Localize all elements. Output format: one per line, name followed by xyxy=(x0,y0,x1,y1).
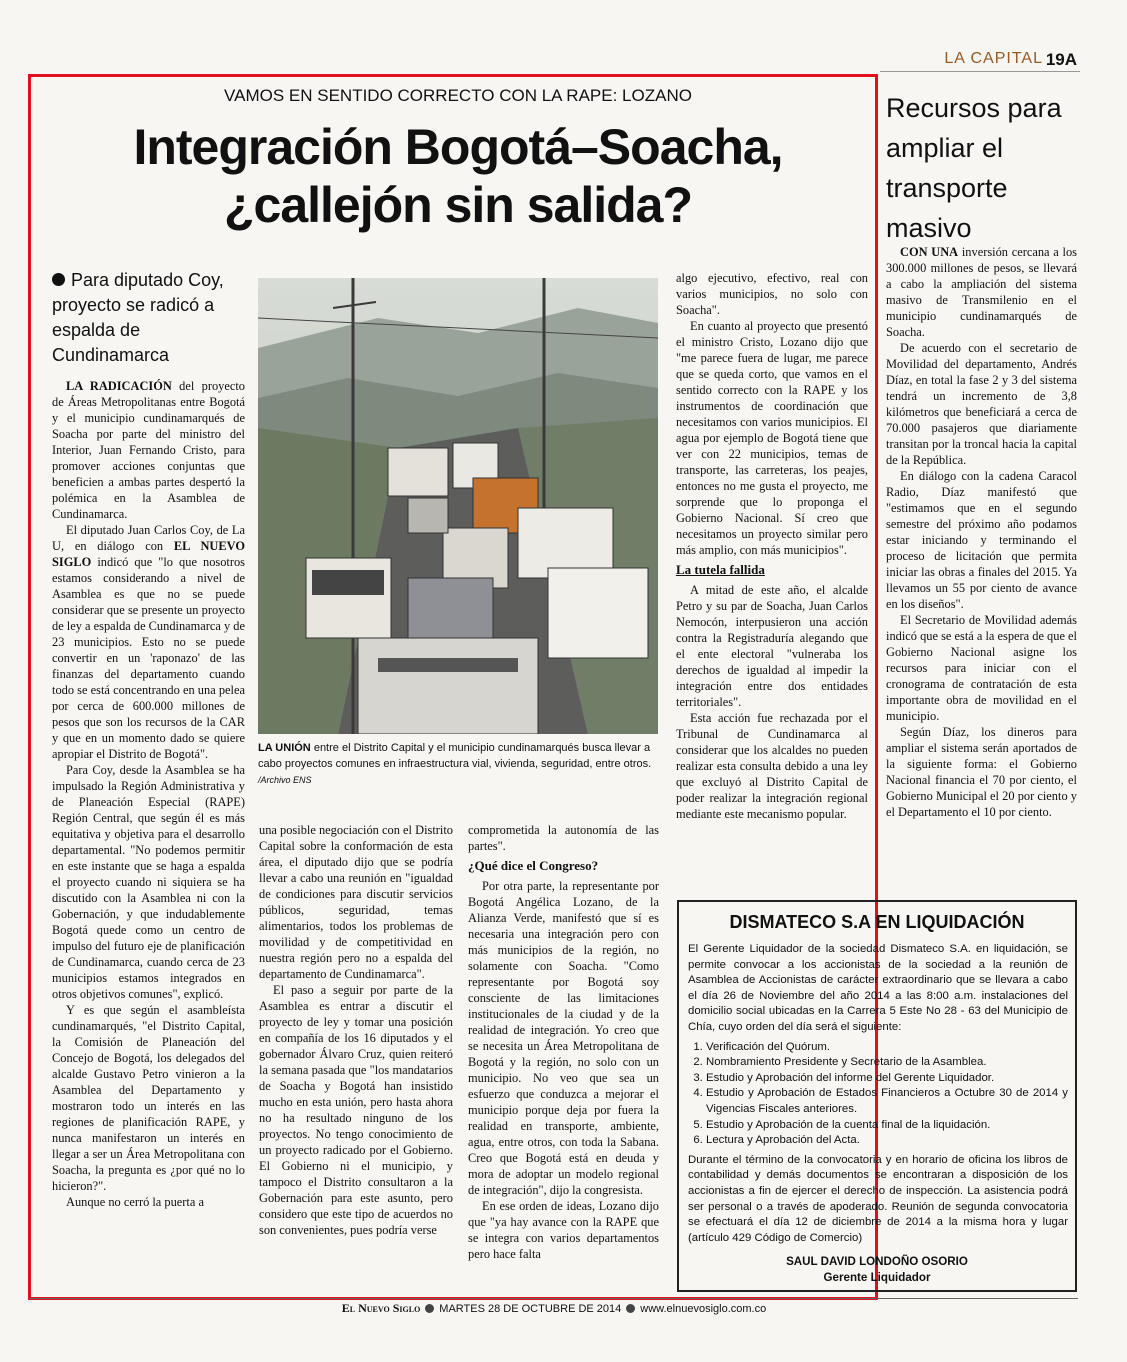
article-headline xyxy=(38,118,878,234)
signer-role: Gerente Liquidador xyxy=(823,1271,931,1284)
lead-text: Para diputado Coy, proyecto se radicó a espalda de Cundinamarca xyxy=(52,270,224,365)
article-lead xyxy=(52,268,252,368)
paragraph: Según Díaz, los dineros para ampliar el sistema serán aportados de la siguiente forma: el Gobierno Nacional financia el 70 por ciento, el Gobierno Municipal el 20 por ciento y el Departamento el 10 por ciento. xyxy=(886,725,1077,819)
article-column-3 xyxy=(468,822,659,1262)
section-label: LA CAPITAL xyxy=(944,50,1043,67)
notice-signature xyxy=(679,1254,1075,1286)
paragraph: Y es que según el asambleísta cundinamarqués, "el Distrito Capital, la Comisión de Planeación del Concejo de Bogotá, los delegados del alcalde Gustavo Petro vinieron a la Asamblea del Departamento y mostraron todo un interés en las regiones de planificación RAPE, y nunca manifestaron un interés en llegar a ser un Área Metropolitana con Soacha, la pregunta es ¿por qué no lo hicieron?". xyxy=(52,1003,245,1193)
caption-lead-in: LA UNIÓN xyxy=(258,742,311,754)
agenda-item: 3. Estudio y Aprobación del informe del Gerente Liquidador. xyxy=(706,1071,1068,1087)
notice-closing: Durante el término de la convocatoria y en horario de oficina los libros de contabilidad y demás documentos se encontraran a disposición de los accionistas a fin de ejercer el derecho de inspección. La asistencia podrá ser personal o a través de apoderado. Reunión de segunda convocatoria se efectuará el día 12 de diciembre de 2014 a la misma hora y lugar (artículo 429 Código de Comercio) xyxy=(688,1153,1068,1244)
article-kicker: VAMOS EN SENTIDO CORRECTO CON LA RAPE: LOZANO xyxy=(224,86,692,105)
paragraph-text: del proyecto de Áreas Metropolitanas entre Bogotá y el municipio cundinamarqués de Soacha por parte del ministro del Interior, Juan Fernando Cristo, para promover acciones conjuntas que beneficien a ambas partes despertó la polémica en la Asamblea de Cundinamarca. xyxy=(52,379,246,521)
caption-text: entre el Distrito Capital y el municipio cundinamarqués busca llevar a cabo proyectos comunes en infraestructura vial, vivienda, seguridad, entre otros. xyxy=(258,742,652,770)
paragraph: Esta acción fue rechazada por el Tribunal de Cundinamarca al considerar que los alcaldes no pueden realizar esta consulta debido a una ley que excluyó al Distrito Capital de poder realizar la integración regional mediante este mecanismo popular. xyxy=(676,711,868,821)
signer-name: SAUL DAVID LONDOÑO OSORIO xyxy=(786,1255,968,1268)
paragraph: El Secretario de Movilidad además indicó que se está a la espera de que el Gobierno Nacional asigne los recursos para iniciar con el cronograma de contratación de esta importante obra de movilidad en el municipio. xyxy=(886,613,1077,723)
section-rule xyxy=(880,71,1080,72)
paragraph-text: indicó que "lo que nosotros estamos considerando a nivel de Asamblea es que no se puede considerar que se presente un proyecto de ley a espalda de Cundinamarca y de 23 municipios. Esto no se puede convertir en un 'raponazo' de las finanzas del departamento cuando todo se está concentrando en una pelea por cerca de 600.000 millones de pesos que son los recursos de la CAR y que en un momento dado se quiere apropiar el Distrito de Bogotá". xyxy=(52,555,246,761)
newspaper-brand: El Nuevo Siglo xyxy=(341,1301,421,1315)
paragraph: En diálogo con la cadena Caracol Radio, Díaz manifestó que "estimamos que en el segundo semestre del próximo año podamos estar iniciando y terminando el proceso de licitación que permita iniciar las obras a finales del 2015. Ya llevamos un 55 por ciento de avance en los diseños". xyxy=(886,469,1077,611)
headline-line-2: ¿callejón sin salida? xyxy=(223,177,693,233)
page-footer xyxy=(30,1301,1078,1316)
paragraph-text: El diputado Juan Carlos Coy, de La U, en diálogo con xyxy=(52,523,245,553)
article-column-2 xyxy=(259,822,453,1238)
agenda-item: 4. Estudio y Aprobación de Estados Financieros a Octubre 30 de 2014 y Vigencias Fiscales anteriores. xyxy=(706,1086,1068,1117)
sidebar-title: Recursos para ampliar el transporte masivo xyxy=(886,93,1062,243)
bullet-icon xyxy=(52,273,65,286)
notice-body xyxy=(688,942,1068,1250)
paragraph: A mitad de este año, el alcalde Petro y su par de Soacha, Juan Carlos Nemocón, interpusieron una acción contra la Registraduría alegando que el ente electoral "vulneraba los derechos de igualdad al impedir la integración entre dos entidades territoriales". xyxy=(676,583,868,709)
paragraph-lead-in: LA RADICACIÓN xyxy=(66,379,172,393)
paragraph xyxy=(886,244,1077,340)
page-number: 19A xyxy=(1045,50,1077,69)
article-column-4 xyxy=(676,270,868,822)
agenda-item: 1. Verificación del Quórum. xyxy=(706,1040,1068,1056)
paragraph: En ese orden de ideas, Lozano dijo que "ya hay avance con la RAPE que se integra con varios departamentos pero hace falta xyxy=(468,1199,659,1261)
photo-caption xyxy=(258,740,658,788)
paragraph: Aunque no cerró la puerta a xyxy=(66,1195,204,1209)
agenda-item: 2. Nombramiento Presidente y Secretario de la Asamblea. xyxy=(706,1055,1068,1071)
traffic-photo xyxy=(258,278,658,734)
paragraph: De acuerdo con el secretario de Movilidad del departamento, Andrés Díaz, en total la fase 2 y 3 del sistema tendrá un incremento de 3,8 kilómetros que beneficiará a cerca de 70.000 pasajeros que diariamente transitan por la troncal hacia la capital de la República. xyxy=(886,341,1077,467)
footer-date: MARTES 28 DE OCTUBRE DE 2014 xyxy=(439,1303,622,1315)
paragraph: una posible negociación con el Distrito Capital sobre la conformación de esta área, el diputado dijo que se podría llevar a cabo una reunión en "igualdad de condiciones para discutir servicios públicos, seguridad, temas alimentarios, todos los problemas de movilidad y de competitividad en nuestra región pero no a espalda del departamento de Cundinamarca". xyxy=(259,823,453,981)
agenda-item: 5. Estudio y Aprobación de la cuenta final de la liquidación. xyxy=(706,1118,1068,1134)
paragraph: Para Coy, desde la Asamblea se ha impulsado la Región Administrativa y de Planeación Especial (RAPE) Región Central, que según él es más equitativa y objetiva para el desarrollo departamental. "No podemos permitir en este instante que se haga a espalda el proyecto cuando ni siquiera se ha discutido con la Asamblea ni con la Gobernación, y que indudablemente Bogotá quede como un centro de impulso del futuro eje de planificación de Cundinamarca, cuando cerca de 23 municipios estamos integrados en otros objetivos comunes", explicó. xyxy=(52,763,245,1001)
caption-credit: /Archivo ENS xyxy=(258,775,312,785)
bullet-icon xyxy=(626,1304,635,1313)
notice-intro: El Gerente Liquidador de la sociedad Dismateco S.A. en liquidación, se permite convocar a los accionistas de la sociedad a la reunión de Asamblea de Accionistas de carácter extraordinario que se llevara a cabo el día 26 de Noviembre del año 2014 a las 8:00 a.m. instalaciones del domicilio social ubicadas en la Carrera 5 Este No 28 - 63 del Municipio de Chía, cuyo orden del día será el siguiente: xyxy=(688,943,1068,1033)
footer-rule xyxy=(30,1298,1078,1299)
paragraph: En cuanto al proyecto que presentó el ministro Cristo, Lozano dijo que "me parece fuera de lugar, me parece que se queda corto, que vamos en el sentido correcto con la RAPE y los instrumentos de coordinación que necesitamos con varios municipios. El agua por ejemplo de Bogotá tiene que ver con 22 municipios, temas de transporte, las carreteras, los peajes, entonces no me gusta el proyecto, me sorprende que lo proponga el Gobierno Nacional. Sí creo que necesitamos un proyecto similar pero más amplio, con más municipios". xyxy=(676,319,868,557)
notice-title: DISMATECO S.A EN LIQUIDACIÓN xyxy=(729,912,1025,932)
paragraph-lead-in: CON UNA xyxy=(900,245,959,259)
paragraph-text: inversión cercana a los 300.000 millones de pesos, se llevará a cabo la ampliación del sistema masivo de Transmilenio en el municipio cundinamarqués de Soacha. xyxy=(886,245,1077,339)
subheading: ¿Qué dice el Congreso? xyxy=(468,858,599,873)
paragraph: Por otra parte, la representante por Bogotá Angélica Lozano, de la Alianza Verde, manifestó que sí es necesaria una integración pero con más municipios de la región, no solamente con Soacha. "Como representante por Bogotá soy consciente de las limitaciones institucionales de la ciudad y de la realidad de integración. Yo creo que se necesita un Área Metropolitana de Bogotá y la región, no solo con un municipio. No veo que sea un esfuerzo que conduzca a mejorar el municipio porque deja por fuera la realidad en transporte, ambiente, agua, entre otros, con toda la Sabana. Creo que Bogotá está en deuda y mora de adoptar un modelo regional de integración", dijo la congresista. xyxy=(468,879,659,1197)
sidebar-body xyxy=(886,244,1077,820)
bullet-icon xyxy=(425,1304,434,1313)
paragraph xyxy=(52,378,245,522)
traffic-photo-image xyxy=(258,278,658,734)
subheading: La tutela fallida xyxy=(676,562,765,577)
agenda-item: 6. Lectura y Aprobación del Acta. xyxy=(706,1133,1068,1149)
paragraph: algo ejecutivo, efectivo, real con varios municipios, no solo con Soacha". xyxy=(676,271,868,317)
agenda-list xyxy=(688,1040,1068,1149)
newspaper-name: EL NUEVO SIGLO xyxy=(52,539,245,569)
paragraph: comprometida la autonomía de las partes". xyxy=(468,823,659,853)
article-column-1 xyxy=(52,378,245,1210)
legal-notice xyxy=(677,900,1077,1292)
footer-url: www.elnuevosiglo.com.co xyxy=(640,1303,767,1315)
headline-line-1: Integración Bogotá–Soacha, xyxy=(133,119,783,175)
paragraph xyxy=(52,522,245,762)
paragraph: El paso a seguir por parte de la Asamblea es entrar a discutir el proyecto de ley y tomar una posición en compañía de los 16 diputados y el gobernador Álvaro Cruz, quien reiteró la semana pasada que "los mandatarios de Soacha y Bogotá han insistido mucho en esta unión, pero hasta ahora no ha resultado ninguno de los proyectos. No tengo conocimiento de un proyecto radicado por el Gobierno. El Gobierno ni el municipio, y tampoco el Distrito consultaron a la Gobernación para este asunto, pero considero que este tipo de acuerdos no son convenientes, pues podría verse xyxy=(259,983,453,1237)
